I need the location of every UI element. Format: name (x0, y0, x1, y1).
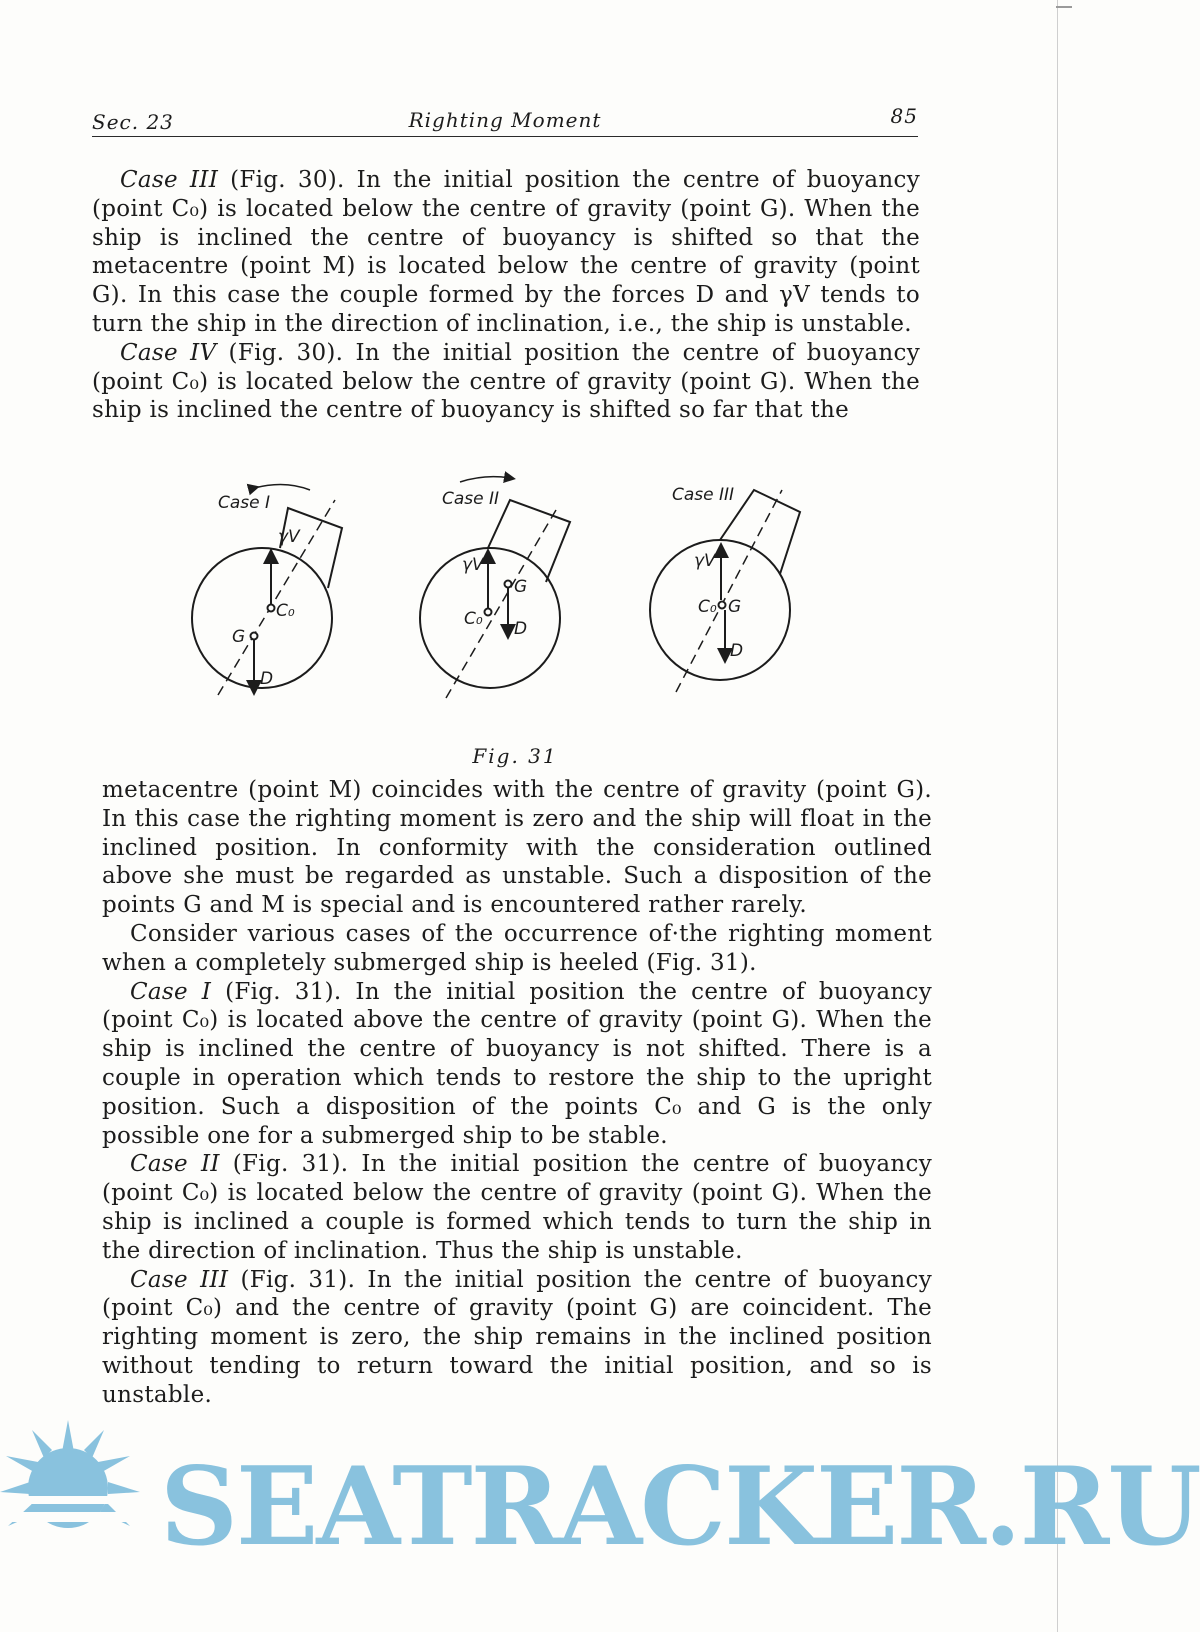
c0-point (268, 605, 275, 612)
page-edge-mark (1056, 6, 1072, 8)
paragraph-lead: Case III (120, 167, 219, 193)
buoyancy-label: γV (694, 551, 716, 571)
hull-circle (192, 548, 332, 688)
rotation-arrow-icon (460, 477, 510, 482)
watermark-text: SEATRACKER.RU (160, 1444, 1200, 1570)
inclined-axis (446, 510, 556, 698)
paragraph-case-iv-continued (102, 776, 932, 920)
g-point (251, 633, 258, 640)
d-label: D (514, 619, 528, 639)
top-text-block (92, 166, 920, 425)
paragraph-body: (Fig. 30). In the initial position the centre of buoyancy (point C₀) is located below the centre of gravity (point G). When the ship is inclined the centre of buoyancy is shifted so far that the (92, 339, 920, 424)
panel-case-ii (420, 477, 570, 698)
panel-case-i (192, 484, 342, 695)
paragraph-case-ii-fig31 (102, 1150, 932, 1265)
panel-case-iii (650, 485, 800, 692)
paragraph-case-iv-fig30 (92, 339, 920, 425)
watermark (0, 1416, 1200, 1632)
conning-tower (488, 500, 570, 582)
figure-caption: Fig. 31 (472, 744, 558, 768)
c0-g-point (719, 602, 726, 609)
conning-tower (280, 508, 342, 588)
paragraph-body: (Fig. 31). In the initial position the centre of buoyancy (point C₀) and the centre of gravity (point G) are coincident. The righting moment is zero, the ship remains in the inclined position without tending to return toward the initial position, and so is unstable. (102, 1266, 932, 1408)
d-label: D (730, 641, 744, 661)
bottom-text-block (102, 776, 932, 1410)
paragraph-body: (Fig. 31). In the initial position the centre of buoyancy (point C₀) is located below the centre of gravity (point G). When the ship is inclined a couple is formed which tends to turn the ship in the direction of inclination. Thus the ship is unstable. (102, 1151, 932, 1264)
paragraph-lead: Case IV (120, 339, 217, 366)
c0-label: C₀ (276, 601, 295, 621)
sun-burst-icon (0, 1416, 170, 1632)
c0-point (485, 609, 492, 616)
g-point (505, 581, 512, 588)
paragraph-submerged-intro (102, 920, 932, 978)
case-label: Case I (218, 493, 271, 513)
paragraph-case-i-fig31 (102, 978, 932, 1151)
hull-circle (420, 548, 560, 688)
paragraph-case-iii-fig30 (92, 166, 920, 339)
page-edge-line (1057, 0, 1058, 1632)
paragraph-lead: Case I (130, 978, 212, 1005)
c0-label: C₀ (464, 609, 483, 629)
inclined-axis (218, 500, 335, 695)
g-label: G (514, 577, 528, 597)
case-label: Case II (442, 489, 500, 509)
page-number: 85 (890, 104, 918, 128)
paragraph-lead: Case III (130, 1266, 229, 1293)
figure-31 (170, 470, 890, 710)
running-title: Righting Moment (408, 108, 602, 132)
paragraph-body: metacentre (point M) coincides with the centre of gravity (point G). In this case the righting moment is zero and the ship will float in the inclined position. In conformity with the consideration outlined above she must be regarded as unstable. Such a disposition of the points G and M is special and is encountered rather rarely. (102, 777, 932, 919)
c0-label: C₀ (698, 597, 717, 617)
paragraph-body: (Fig. 31). In the initial position the centre of buoyancy (point C₀) is located above the centre of gravity (point G). When the ship is inclined the centre of buoyancy is not shifted. There is a couple in operation which tends to restore the ship to the upright position. Such a disposition of the points C₀ and G is the only possible one for a submerged ship to be stable. (102, 978, 933, 1149)
paragraph-body: Consider various cases of the occurrence of·the righting moment when a completely submerged ship is heeled (Fig. 31). (102, 920, 932, 976)
figure-31-diagram (170, 470, 890, 710)
g-label: G (728, 597, 742, 617)
g-label: G (232, 627, 246, 647)
paragraph-lead: Case II (130, 1151, 220, 1178)
d-label: D (260, 669, 274, 689)
section-label: Sec. 23 (92, 110, 174, 134)
case-label: Case III (672, 485, 735, 505)
paragraph-body: (Fig. 30). In the initial position the centre of buoyancy (point C₀) is located below the centre of gravity (point G). When the ship is inclined the centre of buoyancy is shifted so that the metacentre (point M) is located below the centre of gravity (point G). In this case the couple formed by the forces D and γV tends to turn the ship in the direction of inclination, i.e., the ship is unstable. (92, 167, 920, 337)
buoyancy-label: γV (278, 527, 300, 547)
paragraph-case-iii-fig31 (102, 1266, 932, 1410)
rotation-arrow-icon (254, 484, 310, 490)
buoyancy-label: γV (462, 555, 484, 575)
running-header (92, 106, 918, 137)
